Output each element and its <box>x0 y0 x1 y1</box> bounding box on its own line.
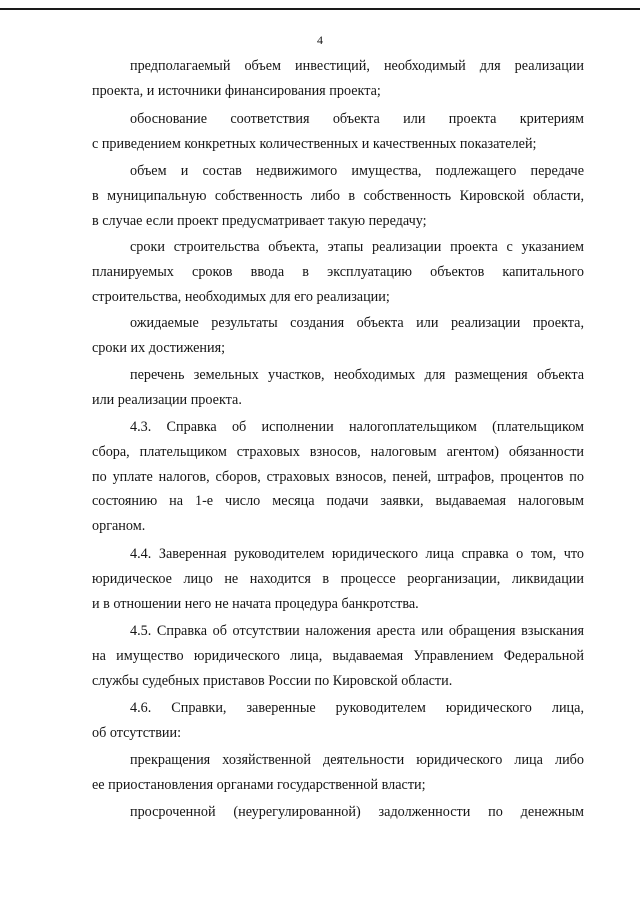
text-line: службы судебных приставов России по Кировской области. <box>92 672 453 689</box>
text-line: на имущество юридического лица, выдаваемая Управлением Федеральной <box>92 647 584 664</box>
paragraph-overdue-debt <box>92 800 584 825</box>
paragraph-investment-volume <box>92 54 584 104</box>
text-line: состоянию на 1-е число месяца подачи заявки, выдаваемая налоговым <box>92 493 584 510</box>
text-line: в муниципальную собственность либо в собственность Кировской области, <box>92 187 584 204</box>
text-line: 4.4. Заверенная руководителем юридического лица справка о том, что <box>130 546 584 562</box>
text-line: органом. <box>92 518 146 535</box>
text-line: юридическое лицо не находится в процессе реорганизации, ликвидации <box>92 570 584 587</box>
paragraph-activity-termination <box>92 748 584 798</box>
text-line: сроки строительства объекта, этапы реализации проекта с указанием <box>130 239 584 255</box>
paragraph-section-4-3 <box>92 415 584 539</box>
text-line: прекращения хозяйственной деятельности юридического лица либо <box>130 752 584 768</box>
text-line: обоснование соответствия объекта или проекта критериям <box>130 111 584 127</box>
text-line: 4.3. Справка об исполнении налогоплательщиком (плательщиком <box>130 419 584 435</box>
paragraph-land-plots <box>92 363 584 413</box>
text-line: об отсутствии: <box>92 724 182 741</box>
text-line: сбора, плательщиком страховых взносов, налоговым агентом) обязанности <box>92 443 584 460</box>
paragraph-construction-terms <box>92 235 584 309</box>
text-line: 4.5. Справка об отсутствии наложения ареста или обращения взыскания <box>130 623 584 639</box>
paragraph-section-4-4 <box>92 542 584 616</box>
text-line: 4.6. Справки, заверенные руководителем юридического лица, <box>130 700 584 716</box>
text-line: в случае если проект предусматривает такую передачу; <box>92 212 427 229</box>
text-line: строительства, необходимых для его реализации; <box>92 288 390 305</box>
text-line: просроченной (неурегулированной) задолженности по денежным <box>130 804 584 820</box>
text-line: проекта, и источники финансирования проекта; <box>92 82 381 99</box>
text-line: или реализации проекта. <box>92 391 242 408</box>
text-line: сроки их достижения; <box>92 339 226 356</box>
top-border-line <box>0 8 640 10</box>
paragraph-section-4-5 <box>92 619 584 693</box>
text-line: и в отношении него не начата процедура банкротства. <box>92 595 419 612</box>
text-line: планируемых сроков ввода в эксплуатацию объектов капитального <box>92 263 584 280</box>
text-line: ожидаемые результаты создания объекта или реализации проекта, <box>130 315 584 331</box>
paragraph-justification <box>92 107 584 157</box>
paragraph-property-transfer <box>92 159 584 233</box>
text-line: по уплате налогов, сборов, страховых взносов, пеней, штрафов, процентов по <box>92 468 584 485</box>
paragraph-section-4-6 <box>92 696 584 746</box>
paragraph-expected-results <box>92 311 584 361</box>
text-line: перечень земельных участков, необходимых для размещения объекта <box>130 367 584 383</box>
page-number: 4 <box>317 33 323 47</box>
text-line: объем и состав недвижимого имущества, подлежащего передаче <box>130 163 584 179</box>
text-line: ее приостановления органами государственной власти; <box>92 776 426 793</box>
text-line: с приведением конкретных количественных и качественных показателей; <box>92 135 537 152</box>
text-line: предполагаемый объем инвестиций, необходимый для реализации <box>130 58 584 74</box>
